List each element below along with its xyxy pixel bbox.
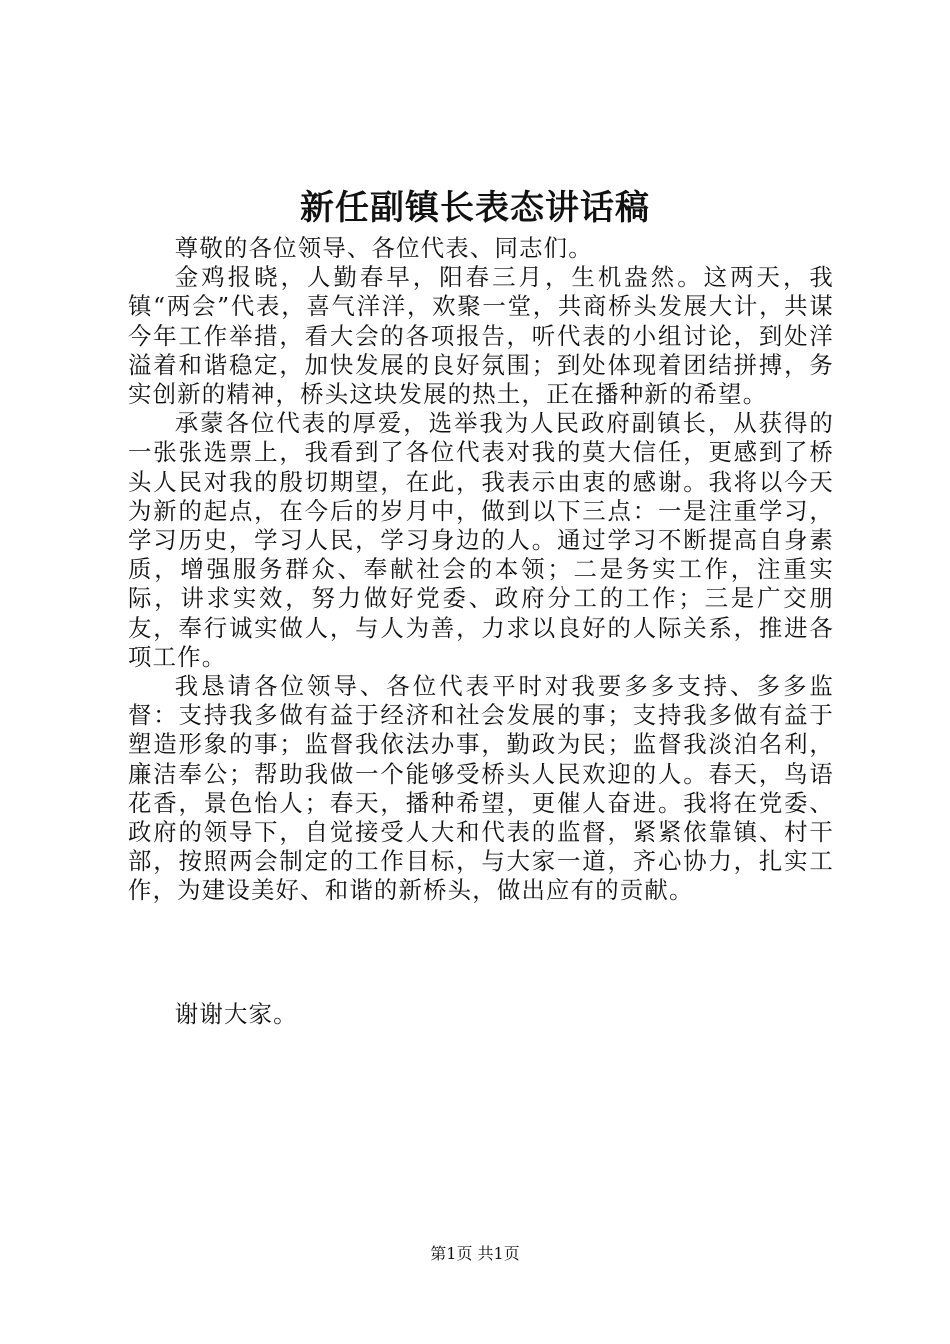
document-body <box>128 234 834 906</box>
paragraph-2: 承蒙各位代表的厚爱，选举我为人民政府副镇长，从获得的一张张选票上，我看到了各位代表对我的莫大信任，更感到了桥头人民对我的殷切期望，在此，我表示由衷的感谢。我将以今天为新的起点，在今后的岁月中，做到以下三点：一是注重学习，学习历史，学习人民，学习身边的人。通过学习不断提高自身素质，增强服务群众、奉献社会的本领；二是务实工作，注重实际，讲求实效，努力做好党委、政府分工的工作；三是广交朋友，奉行诚实做人，与人为善，力求以良好的人际关系，推进各项工作。 <box>128 409 834 671</box>
paragraph-1: 金鸡报晓，人勤春早，阳春三月，生机盎然。这两天，我镇“两会”代表，喜气洋洋，欢聚一堂，共商桥头发展大计，共谋今年工作举措，看大会的各项报告，听代表的小组讨论，到处洋溢着和谐稳定，加快发展的良好氛围；到处体现着团结拼搏，务实创新的精神，桥头这块发展的热土，正在播种新的希望。 <box>128 263 834 409</box>
closing-line: 谢谢大家。 <box>174 1000 298 1028</box>
document-title: 新任副镇长表态讲话稿 <box>300 188 650 228</box>
paragraph-3: 我恳请各位领导、各位代表平时对我要多多支持、多多监督：支持我多做有益于经济和社会发展的事；支持我多做有益于塑造形象的事；监督我依法办事，勤政为民；监督我淡泊名利，廉洁奉公；帮助我做一个能够受桥头人民欢迎的人。春天，鸟语花香，景色怡人；春天，播种希望，更催人奋进。我将在党委、政府的领导下，自觉接受人大和代表的监督，紧紧依靠镇、村干部，按照两会制定的工作目标，与大家一道，齐心协力，扎实工作，为建设美好、和谐的新桥头，做出应有的贡献。 <box>128 672 834 905</box>
page-footer: 第1页 共1页 <box>430 1244 520 1263</box>
salutation: 尊敬的各位领导、各位代表、同志们。 <box>174 234 593 262</box>
